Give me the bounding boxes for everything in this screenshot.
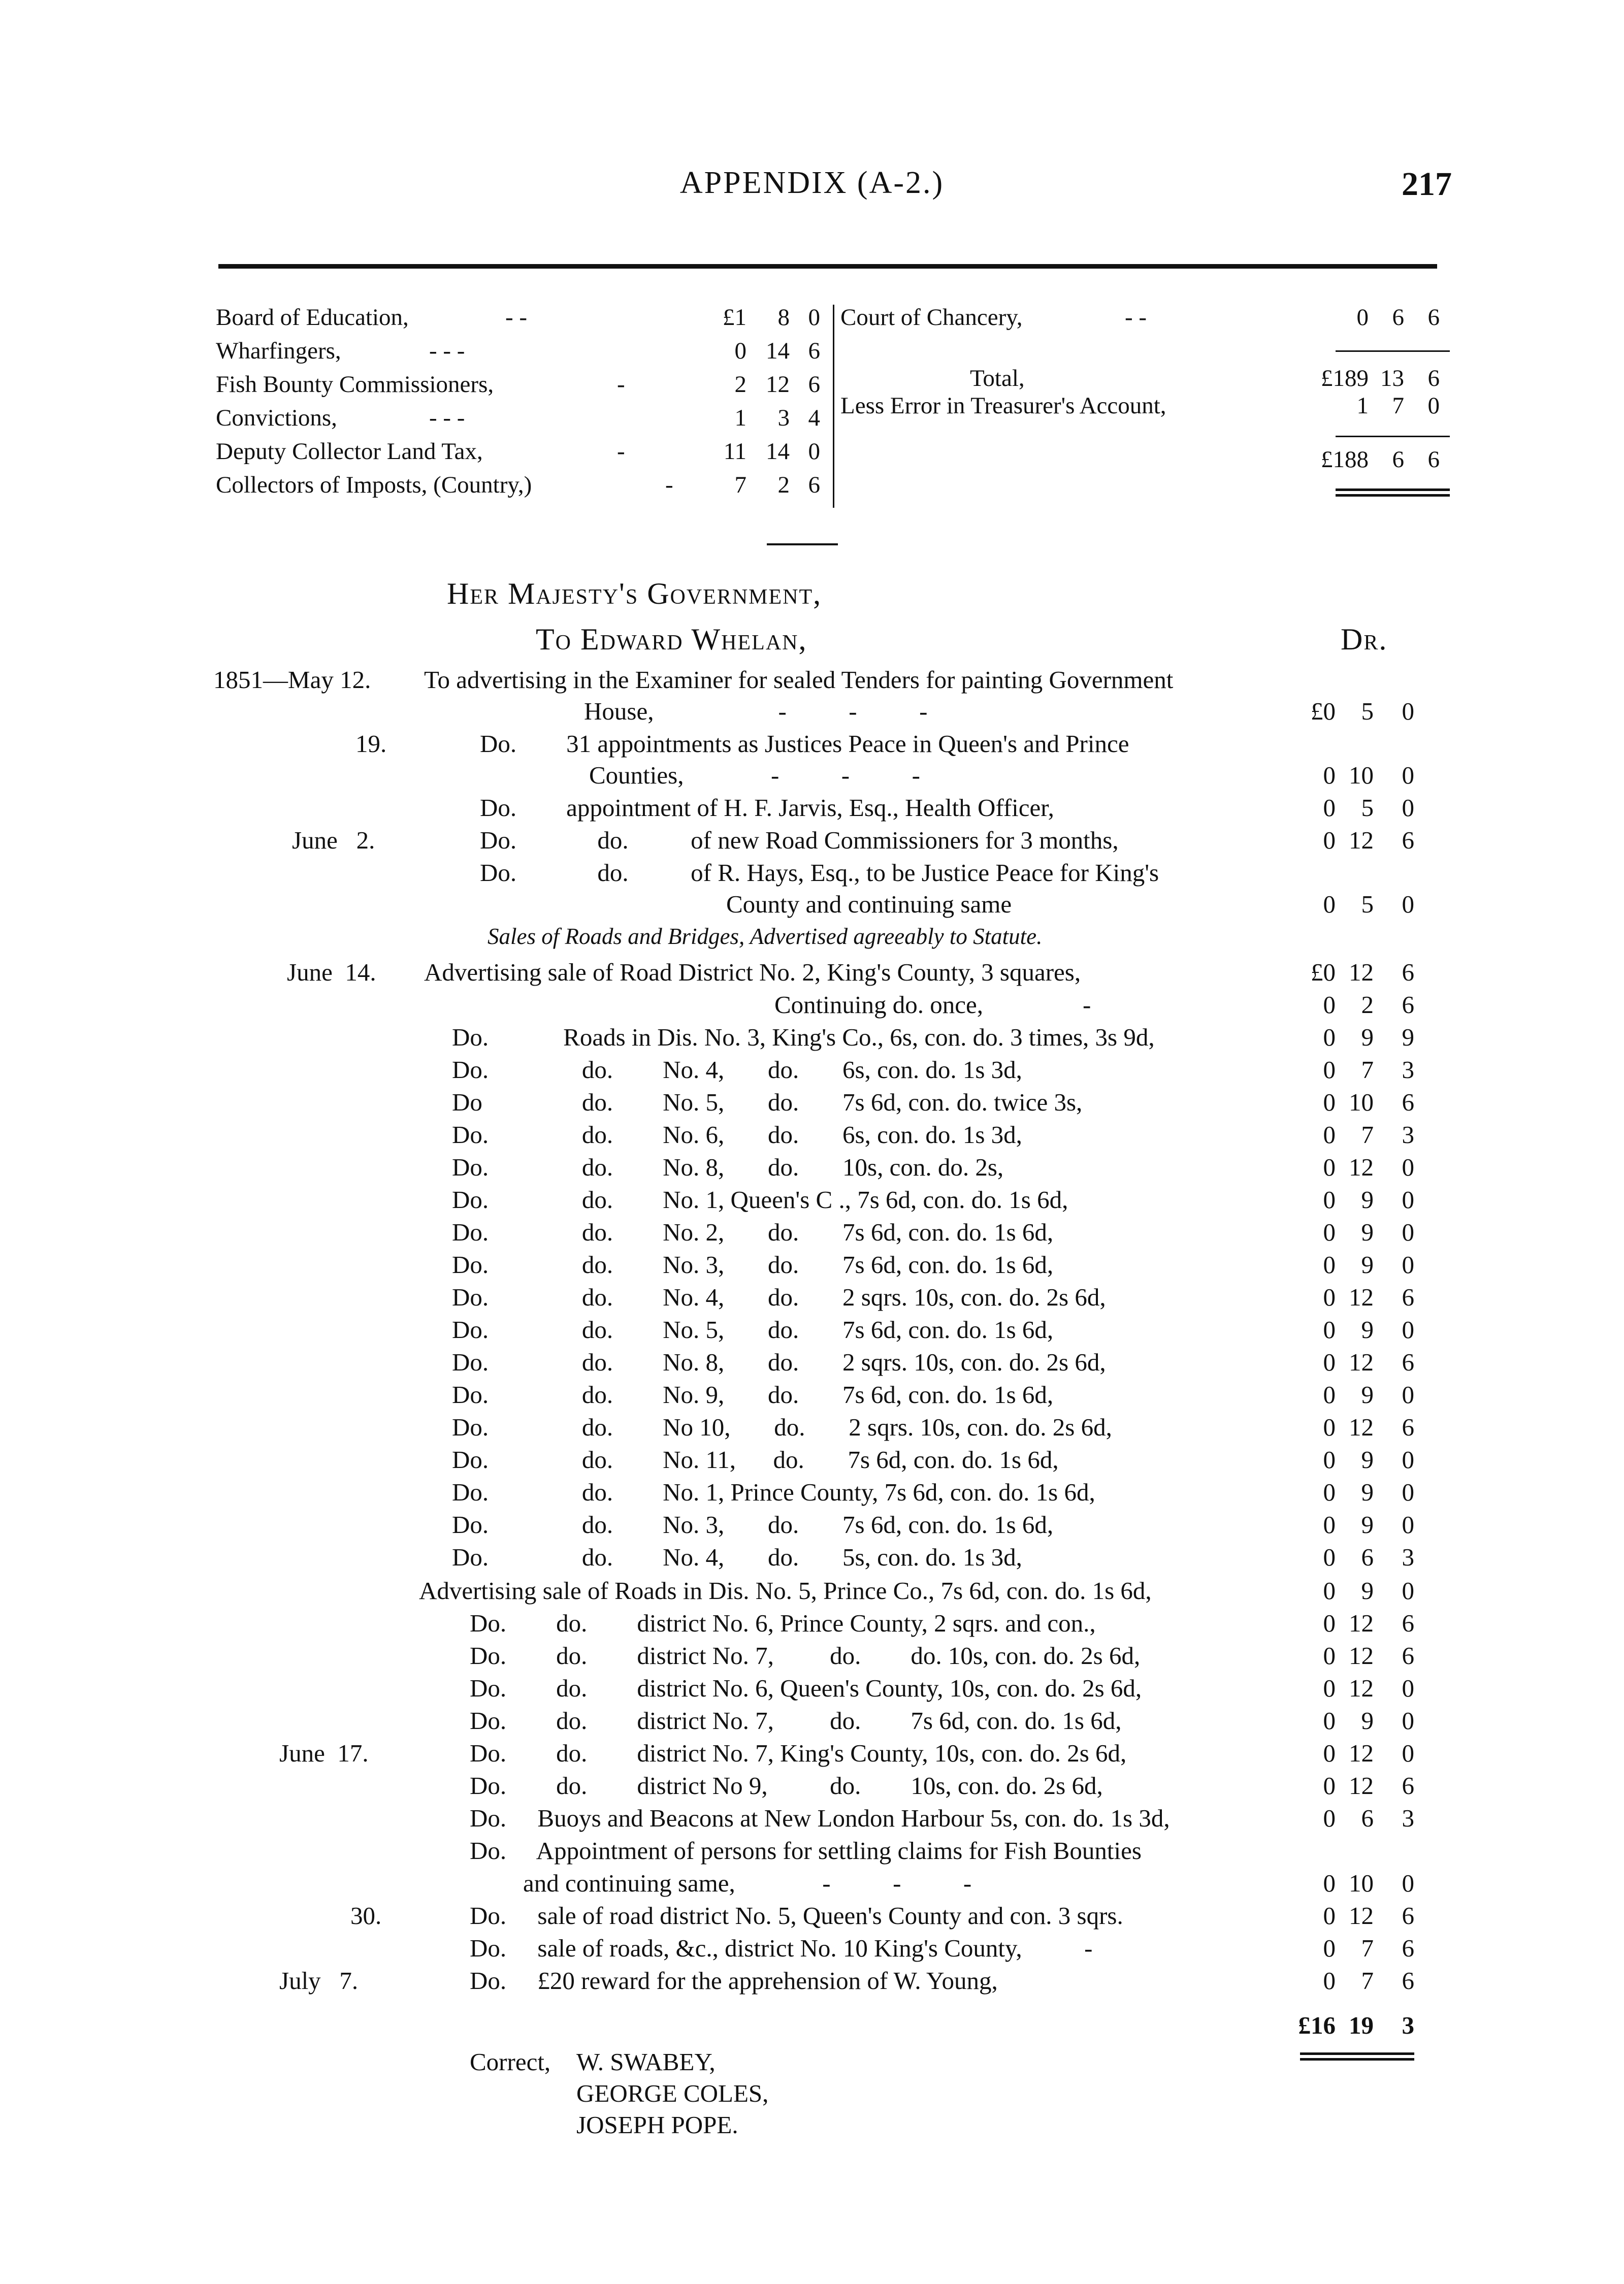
entry-shillings: 2: [1361, 991, 1374, 1019]
account-heading-2: To Edward Whelan,: [536, 623, 807, 656]
entry-shillings: 7: [1361, 1934, 1374, 1962]
entry-pence: 6: [1402, 1642, 1414, 1670]
error-row: [840, 389, 1450, 422]
entry-pounds: 0: [1323, 761, 1336, 789]
entry-text: Do. do. No. 11, do. 7s 6d, con. do. 1s 6d,: [452, 1446, 1059, 1474]
entry-shillings: 10: [1349, 1088, 1374, 1116]
entry-pence: 0: [1402, 1478, 1414, 1506]
entry-shillings: 12: [1349, 1642, 1374, 1670]
entry-pence: 0: [1402, 1869, 1414, 1897]
account-heading-1: Her Majesty's Government,: [447, 577, 822, 610]
entry-pounds: 0: [1323, 1283, 1336, 1311]
page-number: 217: [1402, 166, 1452, 203]
entry-text: Do. 31 appointments as Justices Peace in Queen's and Prince: [480, 730, 1129, 758]
entry-pounds: 0: [1323, 1218, 1336, 1246]
entry-pence: 6: [1402, 1772, 1414, 1800]
entry-pounds: 0: [1323, 1707, 1336, 1735]
entry-pence: 0: [1402, 1707, 1414, 1735]
entry-shillings: 12: [1349, 1153, 1374, 1181]
entry-shillings: 9: [1361, 1577, 1374, 1605]
summary-pounds: 2: [734, 371, 746, 398]
summary-dashes: -: [617, 438, 625, 465]
entry-pounds: £0: [1311, 697, 1336, 725]
entry-shillings: 12: [1349, 826, 1374, 854]
summary-pence: 6: [808, 472, 820, 498]
entry-pounds: £0: [1311, 958, 1336, 986]
entry-pence: 0: [1402, 1153, 1414, 1181]
summary-shillings: 12: [766, 371, 790, 398]
total-pounds: £189: [1321, 365, 1369, 391]
entry-pence: 0: [1402, 1251, 1414, 1279]
correct-label: Correct,: [470, 2048, 551, 2076]
entry-shillings: 9: [1361, 1023, 1374, 1051]
summary-shillings: 14: [766, 438, 790, 465]
signatory-name: JOSEPH POPE.: [576, 2111, 738, 2139]
entry-shillings: 6: [1361, 1543, 1374, 1571]
entry-shillings: 12: [1349, 1772, 1374, 1800]
entry-shillings: 10: [1349, 1869, 1374, 1897]
entry-pounds: 0: [1323, 1543, 1336, 1571]
entry-pence: 3: [1402, 1543, 1414, 1571]
entry-text: Do. Roads in Dis. No. 3, King's Co., 6s, con. do. 3 times, 3s 9d,: [452, 1023, 1155, 1051]
summary-pounds: 7: [734, 472, 746, 498]
entry-text: Advertising sale of Roads in Dis. No. 5, Prince Co., 7s 6d, con. do. 1s 6d,: [419, 1577, 1152, 1605]
chancery-pounds: 0: [1356, 304, 1369, 331]
entry-shillings: 9: [1361, 1218, 1374, 1246]
entry-pence: 9: [1402, 1023, 1414, 1051]
entry-pounds: 0: [1323, 1934, 1336, 1962]
entry-date: June 17.: [279, 1739, 369, 1767]
entry-pounds: 0: [1323, 1642, 1336, 1670]
entry-text: Do. do. No. 3, do. 7s 6d, con. do. 1s 6d,: [452, 1251, 1054, 1279]
account-heading: [447, 576, 822, 611]
entry-text: Do. Buoys and Beacons at New London Harbour 5s, con. do. 1s 3d,: [470, 1804, 1170, 1832]
entry-shillings: 10: [1349, 761, 1374, 789]
entry-pounds: 0: [1323, 794, 1336, 822]
entry-text: Do. sale of road district No. 5, Queen's County and con. 3 sqrs.: [470, 1902, 1123, 1930]
entry-shillings: 12: [1349, 1902, 1374, 1930]
entry-pence: 0: [1402, 890, 1414, 918]
entry-pounds: 0: [1323, 1121, 1336, 1149]
entry-pence: 6: [1402, 1609, 1414, 1637]
summary-shillings: 14: [766, 338, 790, 364]
entry-shillings: 9: [1361, 1478, 1374, 1506]
entry-pence: 0: [1402, 794, 1414, 822]
entry-date: 30.: [350, 1902, 382, 1930]
entry-shillings: 12: [1349, 1283, 1374, 1311]
entry-pence: 6: [1402, 1967, 1414, 1995]
entry-pounds: 0: [1323, 826, 1336, 854]
summary-divider: [833, 305, 834, 508]
entry-shillings: 7: [1361, 1121, 1374, 1149]
summary-label: Deputy Collector Land Tax,: [216, 438, 483, 465]
entry-pounds: 0: [1323, 1153, 1336, 1181]
summary-row: [216, 301, 833, 334]
entry-pounds: 0: [1323, 890, 1336, 918]
summary-pounds: 1: [734, 405, 746, 431]
entry-shillings: 7: [1361, 1056, 1374, 1084]
entry-text: Do. do. of new Road Commissioners for 3 months,: [480, 826, 1119, 854]
entry-text: Do. do. No. 1, Queen's C ., 7s 6d, con. do. 1s 6d,: [452, 1186, 1068, 1214]
total-shillings: 13: [1380, 365, 1404, 391]
summary-dashes: - -: [505, 304, 528, 331]
entry-text: Do. appointment of H. F. Jarvis, Esq., Health Officer,: [480, 794, 1054, 822]
entry-pence: 6: [1402, 1348, 1414, 1376]
entry-date: 19.: [355, 730, 387, 758]
entry-text: Do. do. No. 3, do. 7s 6d, con. do. 1s 6d,: [452, 1511, 1054, 1539]
entry-text: Do. do. district No. 7, do. 7s 6d, con. do. 1s 6d,: [470, 1707, 1122, 1735]
entry-date: June 14.: [287, 958, 376, 986]
entry-pounds: 0: [1323, 1511, 1336, 1539]
summary-label: Board of Education,: [216, 304, 409, 331]
entry-shillings: 12: [1349, 1413, 1374, 1441]
entry-text: Counties, - - -: [589, 761, 920, 789]
summary-shillings: 2: [777, 472, 790, 498]
entry-date: 1851—May 12.: [213, 666, 371, 694]
entry-shillings: 9: [1361, 1511, 1374, 1539]
entry-pence: 6: [1402, 1413, 1414, 1441]
entry-text: To advertising in the Examiner for sealed Tenders for painting Government: [424, 666, 1174, 694]
summary-pence: 6: [808, 338, 820, 364]
summary-dashes: -: [665, 472, 673, 498]
entry-text: Do. do. district No. 6, Prince County, 2 sqrs. and con.,: [470, 1609, 1096, 1637]
summary-shillings: 3: [777, 405, 790, 431]
entry-pence: 0: [1402, 697, 1414, 725]
entry-text: Do do. No. 5, do. 7s 6d, con. do. twice 3s,: [452, 1088, 1083, 1116]
entry-text: County and continuing same: [726, 890, 1012, 918]
entry-pounds: 0: [1323, 1674, 1336, 1702]
entry-pounds: 0: [1323, 1772, 1336, 1800]
entry-pounds: 0: [1323, 1967, 1336, 1995]
entry-text: Advertising sale of Road District No. 2, King's County, 3 squares,: [424, 958, 1081, 986]
entry-text: Do. do. No. 2, do. 7s 6d, con. do. 1s 6d,: [452, 1218, 1054, 1246]
entry-shillings: 5: [1361, 890, 1374, 918]
summary-dashes: -: [617, 371, 625, 398]
net-row: [840, 443, 1450, 476]
entry-pounds: 0: [1323, 1577, 1336, 1605]
summary-dashes: - - -: [429, 405, 465, 431]
entry-pence: 6: [1402, 1283, 1414, 1311]
account-payee: [536, 622, 807, 657]
entry-pounds: 0: [1323, 991, 1336, 1019]
entry-text: Do. Appointment of persons for settling claims for Fish Bounties: [470, 1837, 1142, 1865]
total-pence: 6: [1427, 365, 1440, 391]
entry-text: House, - - -: [584, 697, 928, 725]
summary-label: Collectors of Imposts, (Country,): [216, 472, 532, 498]
entry-text: Do. £20 reward for the apprehension of W. Young,: [470, 1967, 998, 1995]
entry-date: July 7.: [279, 1967, 359, 1995]
entry-shillings: 12: [1349, 1674, 1374, 1702]
entry-shillings: 9: [1361, 1446, 1374, 1474]
entry-pence: 0: [1402, 1381, 1414, 1409]
summary-row: [216, 334, 833, 368]
chancery-label: Court of Chancery,: [840, 304, 1023, 331]
entry-shillings: 12: [1349, 1609, 1374, 1637]
section-note: Sales of Roads and Bridges, Advertised agreeably to Statute.: [488, 924, 1043, 949]
entry-text: Do. do. district No. 7, King's County, 10s, con. do. 2s 6d,: [470, 1739, 1127, 1767]
net-pence: 6: [1427, 446, 1440, 473]
entry-pounds: 0: [1323, 1023, 1336, 1051]
summary-label: Convictions,: [216, 405, 337, 431]
entry-pence: 3: [1402, 1121, 1414, 1149]
entry-pence: 0: [1402, 761, 1414, 789]
entry-pounds: 0: [1323, 1056, 1336, 1084]
entry-shillings: 5: [1361, 697, 1374, 725]
entry-text: Do. do. No. 8, do. 10s, con. do. 2s,: [452, 1153, 1004, 1181]
total-label: Total,: [970, 365, 1025, 391]
grand-total-pounds: £16: [1298, 2011, 1336, 2039]
entry-pence: 6: [1402, 958, 1414, 986]
entry-pence: 3: [1402, 1056, 1414, 1084]
entry-text: Do. do. No. 6, do. 6s, con. do. 1s 3d,: [452, 1121, 1022, 1149]
entry-pounds: 0: [1323, 1478, 1336, 1506]
summary-label: Fish Bounty Commissioners,: [216, 371, 494, 398]
page-title: APPENDIX (A-2.): [679, 166, 945, 200]
summary-label: Wharfingers,: [216, 338, 341, 364]
entry-pence: 6: [1402, 1902, 1414, 1930]
error-shillings: 7: [1392, 393, 1404, 419]
entry-text: Do. do. No. 8, do. 2 sqrs. 10s, con. do. 2s 6d,: [452, 1348, 1106, 1376]
entry-text: Do. do. No 10, do. 2 sqrs. 10s, con. do. 2s 6d,: [452, 1413, 1112, 1441]
entry-text: Do. do. No. 9, do. 7s 6d, con. do. 1s 6d,: [452, 1381, 1054, 1409]
summary-row: [216, 401, 833, 435]
entry-shillings: 12: [1349, 1348, 1374, 1376]
entry-pence: 6: [1402, 1934, 1414, 1962]
entry-shillings: 7: [1361, 1967, 1374, 1995]
summary-dashes: - - -: [429, 338, 465, 364]
entry-text: Do. sale of roads, &c., district No. 10 King's County, -: [470, 1934, 1093, 1962]
entry-pounds: 0: [1323, 1869, 1336, 1897]
entry-date: June 2.: [292, 826, 375, 854]
header-rule: [218, 264, 1437, 269]
summary-row: [216, 435, 833, 468]
chancery-dashes: - -: [1125, 304, 1147, 331]
error-label: Less Error in Treasurer's Account,: [840, 393, 1166, 419]
net-pounds: £188: [1321, 446, 1369, 473]
entry-shillings: 5: [1361, 794, 1374, 822]
summary-pence: 0: [808, 438, 820, 465]
summary-pounds: 0: [734, 338, 746, 364]
entry-shillings: 12: [1349, 1739, 1374, 1767]
entry-text: and continuing same, - - -: [523, 1869, 972, 1897]
net-shillings: 6: [1392, 446, 1404, 473]
entry-text: Do. do. No. 1, Prince County, 7s 6d, con. do. 1s 6d,: [452, 1478, 1095, 1506]
summary-row: [216, 468, 833, 502]
entry-pounds: 0: [1323, 1251, 1336, 1279]
summary-row: [216, 368, 833, 401]
entry-pounds: 0: [1323, 1446, 1336, 1474]
entry-pence: 0: [1402, 1218, 1414, 1246]
subtotal-rule: [1336, 350, 1450, 352]
entry-pounds: 0: [1323, 1413, 1336, 1441]
entry-shillings: 9: [1361, 1251, 1374, 1279]
chancery-pence: 6: [1427, 304, 1440, 331]
entry-text: Do. do. No. 4, do. 2 sqrs. 10s, con. do. 2s 6d,: [452, 1283, 1106, 1311]
entry-pounds: 0: [1323, 1609, 1336, 1637]
error-pounds: 1: [1356, 393, 1369, 419]
entry-shillings: 9: [1361, 1381, 1374, 1409]
entry-pounds: 0: [1323, 1088, 1336, 1116]
entry-text: Do. do. district No 9, do. 10s, con. do. 2s 6d,: [470, 1772, 1103, 1800]
grand-total-shillings: 19: [1349, 2011, 1374, 2039]
net-double-rule: [1336, 488, 1450, 497]
section-divider: [767, 543, 838, 545]
entry-shillings: 6: [1361, 1804, 1374, 1832]
summary-pounds: £1: [723, 304, 746, 331]
net-rule: [1336, 436, 1450, 437]
entry-shillings: 12: [1349, 958, 1374, 986]
grand-total-double-rule: [1300, 2052, 1414, 2061]
entry-text: Do. do. of R. Hays, Esq., to be Justice Peace for King's: [480, 859, 1159, 887]
entry-pence: 3: [1402, 1804, 1414, 1832]
entry-text: Do. do. district No. 7, do. do. 10s, con. do. 2s 6d,: [470, 1642, 1141, 1670]
entry-shillings: 9: [1361, 1316, 1374, 1344]
entry-pounds: 0: [1323, 1348, 1336, 1376]
summary-pence: 0: [808, 304, 820, 331]
debit-label: [1341, 622, 1387, 657]
entry-text: Do. do. No. 4, do. 6s, con. do. 1s 3d,: [452, 1056, 1022, 1084]
chancery-row: [840, 301, 1450, 334]
entry-pounds: 0: [1323, 1739, 1336, 1767]
entry-pounds: 0: [1323, 1381, 1336, 1409]
entry-pence: 0: [1402, 1577, 1414, 1605]
entry-pence: 6: [1402, 1088, 1414, 1116]
summary-shillings: 8: [777, 304, 790, 331]
entry-shillings: 9: [1361, 1186, 1374, 1214]
entry-pence: 6: [1402, 991, 1414, 1019]
entry-pence: 0: [1402, 1316, 1414, 1344]
entry-text: Do. do. No. 5, do. 7s 6d, con. do. 1s 6d,: [452, 1316, 1054, 1344]
summary-pence: 6: [808, 371, 820, 398]
entry-text: Do. do. district No. 6, Queen's County, 10s, con. do. 2s 6d,: [470, 1674, 1142, 1702]
entry-text: Do. do. No. 4, do. 5s, con. do. 1s 3d,: [452, 1543, 1022, 1571]
entry-pence: 0: [1402, 1739, 1414, 1767]
chancery-shillings: 6: [1392, 304, 1404, 331]
entry-text: Continuing do. once, -: [774, 991, 1091, 1019]
grand-total-pence: 3: [1402, 2011, 1414, 2039]
entry-pounds: 0: [1323, 1804, 1336, 1832]
entry-pence: 0: [1402, 1186, 1414, 1214]
entry-shillings: 9: [1361, 1707, 1374, 1735]
signatory-name: W. SWABEY,: [576, 2048, 716, 2076]
entry-pence: 0: [1402, 1511, 1414, 1539]
entry-pence: 0: [1402, 1446, 1414, 1474]
entry-pounds: 0: [1323, 1902, 1336, 1930]
entry-pence: 0: [1402, 1674, 1414, 1702]
entry-pounds: 0: [1323, 1186, 1336, 1214]
signatory-name: GEORGE COLES,: [576, 2079, 769, 2107]
entry-pounds: 0: [1323, 1316, 1336, 1344]
error-pence: 0: [1427, 393, 1440, 419]
entry-pence: 6: [1402, 826, 1414, 854]
summary-pounds: 11: [723, 438, 746, 465]
debit-text: Dr.: [1341, 623, 1388, 656]
summary-pence: 4: [808, 405, 820, 431]
